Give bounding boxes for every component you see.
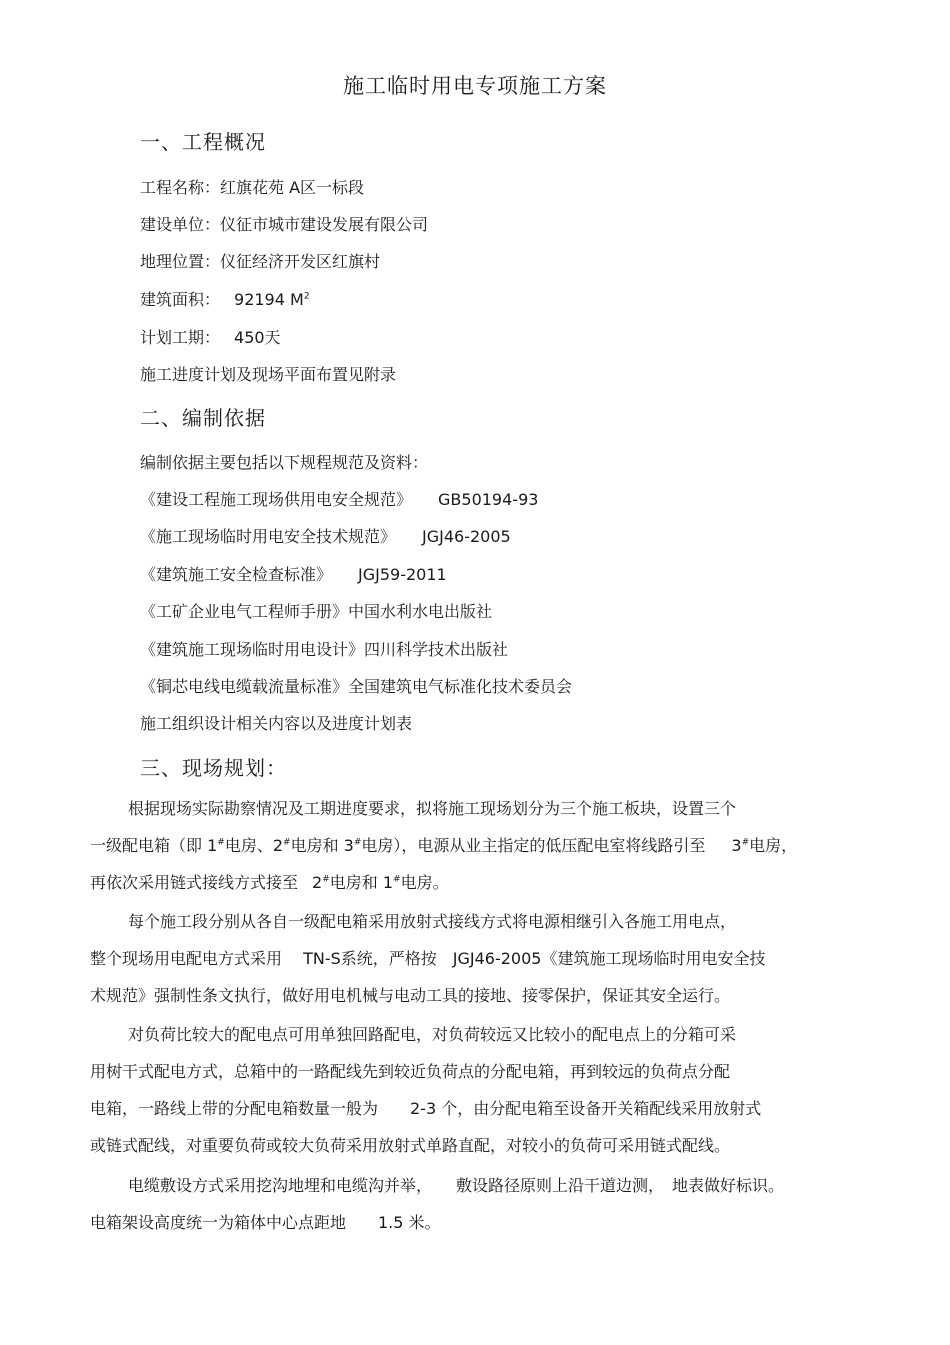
paragraph-3 xyxy=(90,1016,860,1164)
reference-item xyxy=(140,524,511,547)
duration-label: 计划工期： xyxy=(140,328,221,347)
section1-heading: 一、工程概况 xyxy=(140,130,266,154)
paragraph-line: 电箱，一路线上带的分配电箱数量一般为 2-3 个，由分配电箱至设备开关箱配线采用放射式 xyxy=(90,1099,762,1118)
section3-heading: 三、现场规划： xyxy=(140,756,287,780)
appendix-note: 施工进度计划及现场平面布置见附录 xyxy=(140,365,397,384)
paragraph-line: 或链式配线，对重要负荷或较大负荷采用放射式单路直配，对较小的负荷可采用链式配线。 xyxy=(90,1136,731,1155)
document-title: 施工临时用电专项施工方案 xyxy=(343,74,607,98)
reference-code: JGJ46-2005 xyxy=(422,527,511,546)
paragraph-line: 一级配电箱（即 1#电房、2#电房和 3#电房），电源从业主指定的低压配电室将线路引至 3#电房， xyxy=(90,836,798,855)
builder-line xyxy=(140,212,428,235)
paragraph-line: 用树干式配电方式，总箱中的一路配线先到较近负荷点的分配电箱，再到较远的负荷点分配 xyxy=(90,1062,731,1081)
reference-name: 《工矿企业电气工程师手册》中国水利水电出版社 xyxy=(140,602,493,621)
location-value: 仪征经济开发区红旗村 xyxy=(220,252,381,271)
project-name-label: 工程名称： xyxy=(140,178,221,197)
paragraph-1 xyxy=(90,790,860,901)
reference-last: 施工组织设计相关内容以及进度计划表 xyxy=(140,714,413,733)
paragraph-4 xyxy=(90,1167,860,1241)
builder-label: 建设单位： xyxy=(140,215,221,234)
section2-heading: 二、编制依据 xyxy=(140,406,266,430)
reference-code: GB50194-93 xyxy=(438,490,539,509)
location-line xyxy=(140,249,380,272)
area-label: 建筑面积： xyxy=(140,290,221,309)
reference-item xyxy=(140,562,447,585)
reference-name: 《建设工程施工现场供用电安全规范》 xyxy=(140,490,413,509)
paragraph-2 xyxy=(90,903,860,1014)
area-line xyxy=(140,287,310,310)
area-value: 92194 M xyxy=(234,290,304,309)
reference-code: JGJ59-2011 xyxy=(358,565,447,584)
duration-value: 450天 xyxy=(234,328,281,347)
paragraph-line: 再依次采用链式接线方式接至 2#电房和 1#电房。 xyxy=(90,873,449,892)
paragraph-line: 对负荷比较大的配电点可用单独回路配电，对负荷较远又比较小的配电点上的分箱可采 xyxy=(128,1025,737,1044)
duration-line xyxy=(140,325,281,348)
reference-name: 《铜芯电线电缆载流量标准》全国建筑电气标准化技术委员会 xyxy=(140,677,573,696)
reference-item xyxy=(140,674,572,697)
paragraph-line: 根据现场实际勘察情况及工期进度要求，拟将施工现场划分为三个施工板块，设置三个 xyxy=(128,799,737,818)
reference-name: 《施工现场临时用电安全技术规范》 xyxy=(140,527,397,546)
reference-item xyxy=(140,487,538,510)
reference-name: 《建筑施工安全检查标准》 xyxy=(140,565,333,584)
paragraph-line: 电箱架设高度统一为箱体中心点距地 1.5 米。 xyxy=(90,1213,441,1232)
basis-intro: 编制依据主要包括以下规程规范及资料： xyxy=(140,453,429,472)
paragraph-line: 电缆敷设方式采用挖沟地埋和电缆沟并举， 敷设路径原则上沿干道边测， 地表做好标识。 xyxy=(128,1176,785,1195)
location-label: 地理位置： xyxy=(140,252,221,271)
paragraph-line: 每个施工段分别从各自一级配电箱采用放射式接线方式将电源相继引入各施工用电点， xyxy=(128,912,737,931)
reference-item xyxy=(140,637,508,660)
area-superscript: 2 xyxy=(303,291,310,302)
paragraph-line: 术规范》强制性条文执行，做好用电机械与电动工具的接地、接零保护，保证其安全运行。 xyxy=(90,986,731,1005)
reference-item xyxy=(140,599,492,622)
paragraph-line: 整个现场用电配电方式采用 TN-S系统，严格按 JGJ46-2005《建筑施工现场临时用电安全技 xyxy=(90,949,766,968)
project-name-line xyxy=(140,175,364,198)
project-name-value: 红旗花苑 A区一标段 xyxy=(220,178,365,197)
builder-value: 仪征市城市建设发展有限公司 xyxy=(220,215,429,234)
reference-name: 《建筑施工现场临时用电设计》四川科学技术出版社 xyxy=(140,640,509,659)
